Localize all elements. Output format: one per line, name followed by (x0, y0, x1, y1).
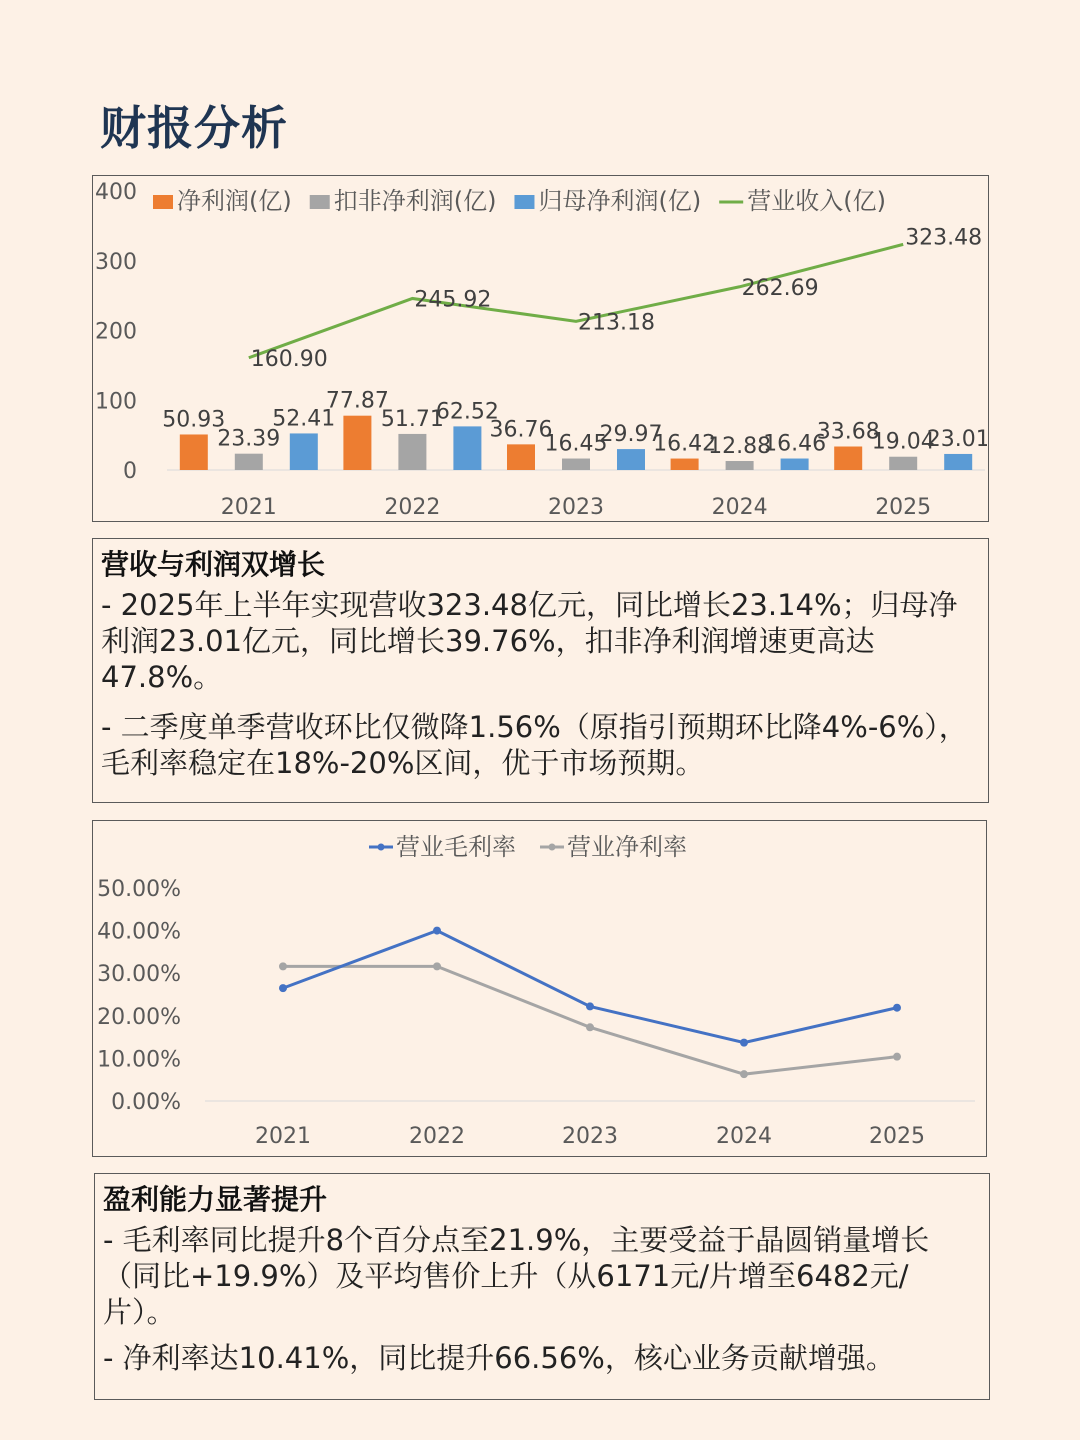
summary-paragraph-2: - 净利率达10.41%，同比提升66.56%，核心业务贡献增强。 (103, 1341, 895, 1375)
bar-1 (180, 434, 208, 470)
summary-paragraph-2: - 二季度单季营收环比仅微降1.56%（原指引预期环比降4%-6%），毛利率稳定在18%-20%区间，优于市场预期。 (101, 710, 968, 780)
bar-2 (235, 454, 263, 470)
y-tick-label: 200 (95, 319, 137, 345)
chart-canvas-margins (93, 821, 985, 1155)
bar-1 (671, 459, 699, 470)
bar-3 (290, 433, 318, 470)
bar-3 (781, 459, 809, 470)
y-tick-label: 0 (123, 459, 137, 484)
bar-data-label: 12.88 (708, 434, 772, 460)
legend-marker (549, 844, 556, 851)
x-tick-label: 2021 (255, 1124, 311, 1149)
bar-data-label: 23.39 (217, 426, 281, 452)
line-data-label: 160.90 (250, 346, 328, 372)
bar-3 (453, 426, 481, 470)
data-point (740, 1070, 748, 1078)
x-tick-label: 2022 (409, 1124, 465, 1149)
series-line-2 (283, 966, 897, 1074)
bar-data-label: 33.68 (816, 419, 880, 445)
margin-line-chart (92, 820, 987, 1157)
data-point (433, 962, 441, 970)
legend-swatch (310, 195, 330, 209)
y-tick-label: 20.00% (97, 1004, 181, 1030)
bar-data-label: 52.41 (272, 406, 336, 432)
bar-data-label: 16.46 (763, 431, 827, 457)
data-point (740, 1039, 748, 1047)
x-tick-label: 2023 (548, 495, 604, 520)
bar-2 (398, 434, 426, 470)
y-tick-label: 50.00% (97, 877, 181, 902)
bar-data-label: 51.71 (380, 406, 444, 432)
x-tick-label: 2023 (562, 1124, 618, 1149)
legend-label: 营业净利率 (567, 833, 687, 861)
bar-1 (834, 447, 862, 470)
legend-label: 营业收入(亿) (747, 187, 886, 215)
bar-data-label: 23.01 (926, 426, 987, 452)
data-point (586, 1002, 594, 1010)
x-tick-label: 2024 (711, 495, 768, 520)
bar-3 (617, 449, 645, 470)
y-tick-label: 0.00% (111, 1090, 181, 1115)
page-title: 财报分析 (100, 101, 288, 155)
bar-data-label: 19.04 (871, 429, 935, 455)
data-point (279, 962, 287, 970)
bar-data-label: 16.45 (544, 431, 608, 457)
bar-1 (507, 444, 535, 470)
bar-2 (562, 459, 590, 470)
revenue-profit-summary-box (92, 538, 989, 803)
x-tick-label: 2022 (384, 495, 441, 520)
data-point (279, 984, 287, 992)
data-point (433, 927, 441, 935)
legend-marker (378, 844, 385, 851)
bar-3 (944, 454, 972, 470)
x-tick-label: 2021 (220, 495, 277, 520)
summary-heading: 盈利能力显著提升 (103, 1183, 328, 1216)
summary-paragraph-1: - 2025年上半年实现营收323.48亿元，同比增长23.14%；归母净利润23.01亿元，同比增长39.76%，扣非净利润增速更高达47.8%。 (101, 588, 958, 694)
line-data-label: 262.69 (741, 275, 819, 301)
profitability-summary-box (94, 1173, 990, 1400)
y-tick-label: 300 (95, 249, 137, 275)
bar-data-label: 16.42 (653, 431, 717, 457)
legend-swatch (153, 195, 173, 209)
data-point (586, 1023, 594, 1031)
summary-paragraph-1: - 毛利率同比提升8个百分点至21.9%，主要受益于晶圆销量增长（同比+19.9%）及平均售价上升（从6171元/片增至6482元/片）。 (103, 1223, 930, 1329)
legend-label: 营业毛利率 (396, 833, 516, 861)
bar-data-label: 36.76 (489, 417, 553, 443)
legend-label: 净利润(亿) (177, 187, 292, 215)
bar-data-label: 29.97 (599, 422, 663, 448)
bar-2 (726, 461, 754, 470)
bar-2 (889, 457, 917, 470)
line-data-label: 213.18 (578, 310, 655, 336)
bar-1 (343, 416, 371, 470)
chart-canvas-revenue-profit (93, 176, 987, 520)
legend-label: 扣非净利润(亿) (333, 187, 497, 215)
y-tick-label: 40.00% (97, 919, 181, 945)
financial-bar-line-chart (92, 175, 989, 522)
revenue-line (249, 244, 903, 357)
y-tick-label: 400 (95, 180, 137, 205)
bar-data-label: 50.93 (162, 407, 226, 433)
summary-heading: 营收与利润双增长 (101, 548, 326, 581)
legend-label: 归母净利润(亿) (538, 187, 702, 215)
line-data-label: 245.92 (414, 287, 492, 313)
line-data-label: 323.48 (905, 225, 983, 251)
x-tick-label: 2025 (875, 495, 932, 520)
legend-swatch (514, 195, 534, 209)
bar-data-label: 77.87 (325, 388, 389, 414)
y-tick-label: 100 (95, 389, 137, 415)
y-tick-label: 30.00% (97, 962, 181, 988)
x-tick-label: 2024 (716, 1124, 772, 1149)
x-tick-label: 2025 (869, 1124, 925, 1149)
bar-data-label: 62.52 (435, 399, 499, 425)
data-point (893, 1004, 901, 1012)
data-point (893, 1053, 901, 1061)
y-tick-label: 10.00% (97, 1047, 181, 1073)
